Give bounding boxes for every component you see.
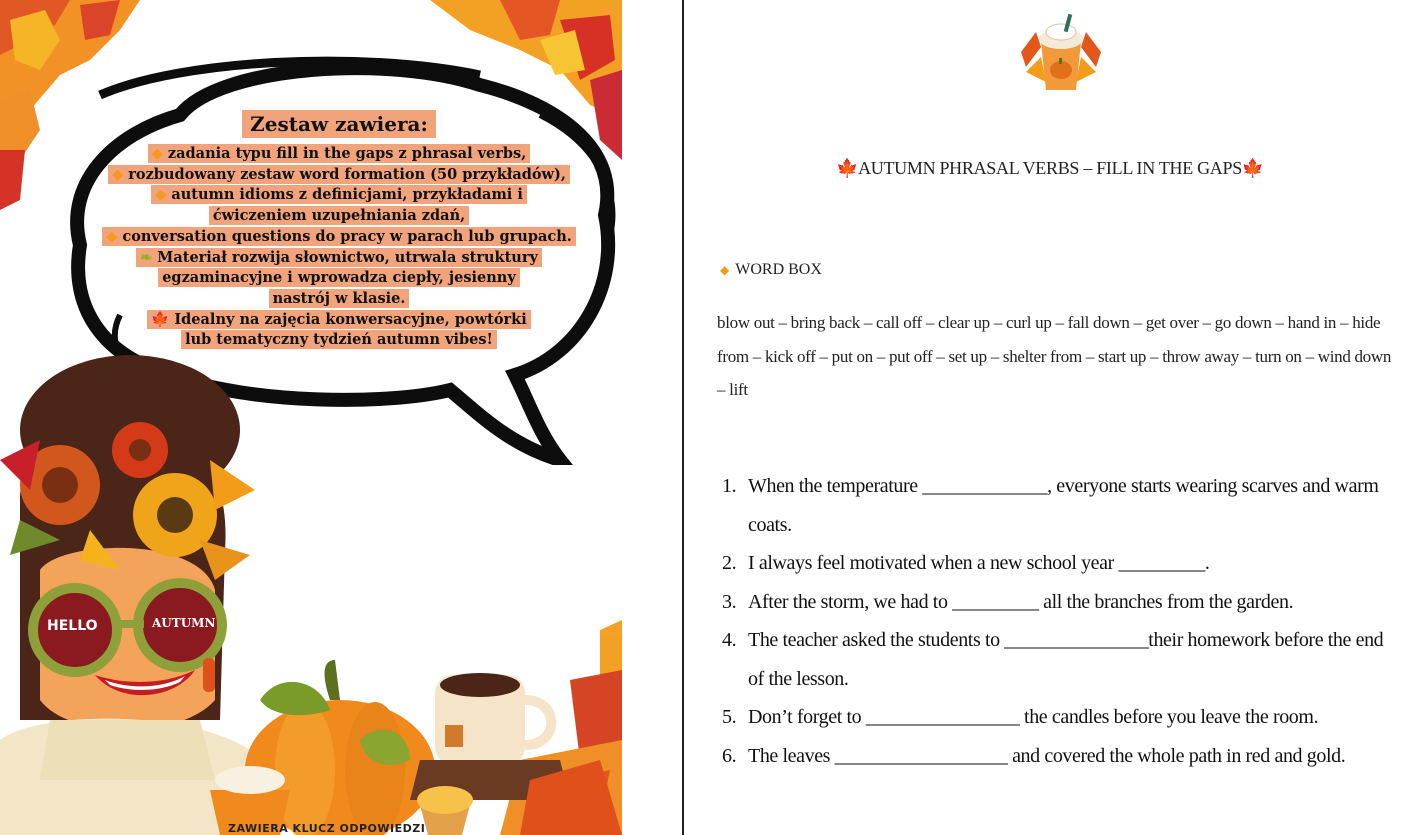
diamond-bullet-icon: ◆	[720, 263, 730, 277]
maple-leaf-icon: 🍁	[1241, 158, 1265, 178]
pumpkin-latte-icon	[1016, 12, 1106, 97]
wordbox-text: blow out – bring back – call off – clear up – curl up – fall down – get over – go down – hand in – hide from – kick off – put on – put off – set up – shelter from – start up – throw away – turn on – wind down – lift	[717, 313, 1392, 399]
bullet-icon: ◆	[155, 186, 172, 204]
bullet-icon: ◆	[112, 165, 129, 183]
bubble-line: autumn idioms z definicjami, przykładami i ćwiczeniem uzupełniania zdań,	[171, 186, 523, 225]
right-page	[684, 0, 1416, 835]
bubble-title: Zestaw zawiera:	[242, 110, 436, 138]
question-item	[722, 467, 1402, 544]
bubble-line: rozbudowany zestaw word formation (50 przykładów),	[128, 165, 566, 183]
question-number: 2.	[722, 552, 737, 574]
bubble-line: Idealny na zajęcia konwersacyjne, powtórki lub tematyczny tydzień autumn vibes!	[174, 310, 527, 349]
maple-leaf-icon: 🍁	[835, 158, 859, 178]
bubble-line: conversation questions do pracy w parach lub grupach.	[122, 227, 572, 245]
question-text: The leaves __________________ and covered the whole path in red and gold.	[748, 744, 1346, 767]
wordbox-heading-text: WORD BOX	[735, 261, 822, 278]
leaf-icon: ❧	[140, 248, 158, 266]
maple-leaf-icon: 🍁	[151, 310, 175, 328]
question-text: I always feel motivated when a new school year _________.	[748, 552, 1210, 574]
glasses-left-label: HELLO	[47, 618, 98, 634]
question-number: 1.	[722, 475, 737, 497]
question-text: After the storm, we had to _________ all the branches from the garden.	[748, 590, 1294, 613]
bubble-line: zadania typu fill in the gaps z phrasal verbs,	[167, 145, 527, 162]
title-text: AUTUMN PHRASAL VERBS – FILL IN THE GAPS	[858, 158, 1242, 178]
question-item	[722, 621, 1402, 698]
bubble-text	[95, 110, 583, 351]
bullet-icon: ◆	[106, 227, 123, 245]
question-text: When the temperature _____________, everyone starts wearing scarves and warm coats.	[748, 475, 1379, 536]
question-text: Don’t forget to ________________ the candles before you leave the room.	[748, 706, 1319, 728]
worksheet-title	[684, 158, 1416, 179]
questions-list	[722, 467, 1402, 775]
wordbox-heading	[720, 261, 822, 279]
page-gap	[622, 0, 684, 835]
left-page	[0, 0, 622, 835]
bullet-icon: ◆	[151, 145, 168, 162]
question-text: The teacher asked the students to _______________their homework before the end of the lesson.	[748, 629, 1384, 690]
question-item	[722, 698, 1402, 737]
question-item	[722, 544, 1402, 583]
bubble-line: Materiał rozwija słownictwo, utrwala struktury egzaminacyjne i wprowadza ciepły, jesienny nastrój w klasie.	[157, 248, 538, 307]
question-item	[722, 583, 1402, 622]
question-number: 4.	[722, 629, 737, 651]
glasses-right-label: AUTUMN	[152, 616, 216, 630]
autumn-woman-illustration	[0, 340, 622, 835]
question-number: 5.	[722, 706, 737, 728]
question-number: 3.	[722, 590, 737, 613]
footer-note: ZAWIERA KLUCZ ODPOWIEDZI	[228, 822, 426, 835]
question-number: 6.	[722, 744, 737, 767]
question-item	[722, 737, 1402, 776]
